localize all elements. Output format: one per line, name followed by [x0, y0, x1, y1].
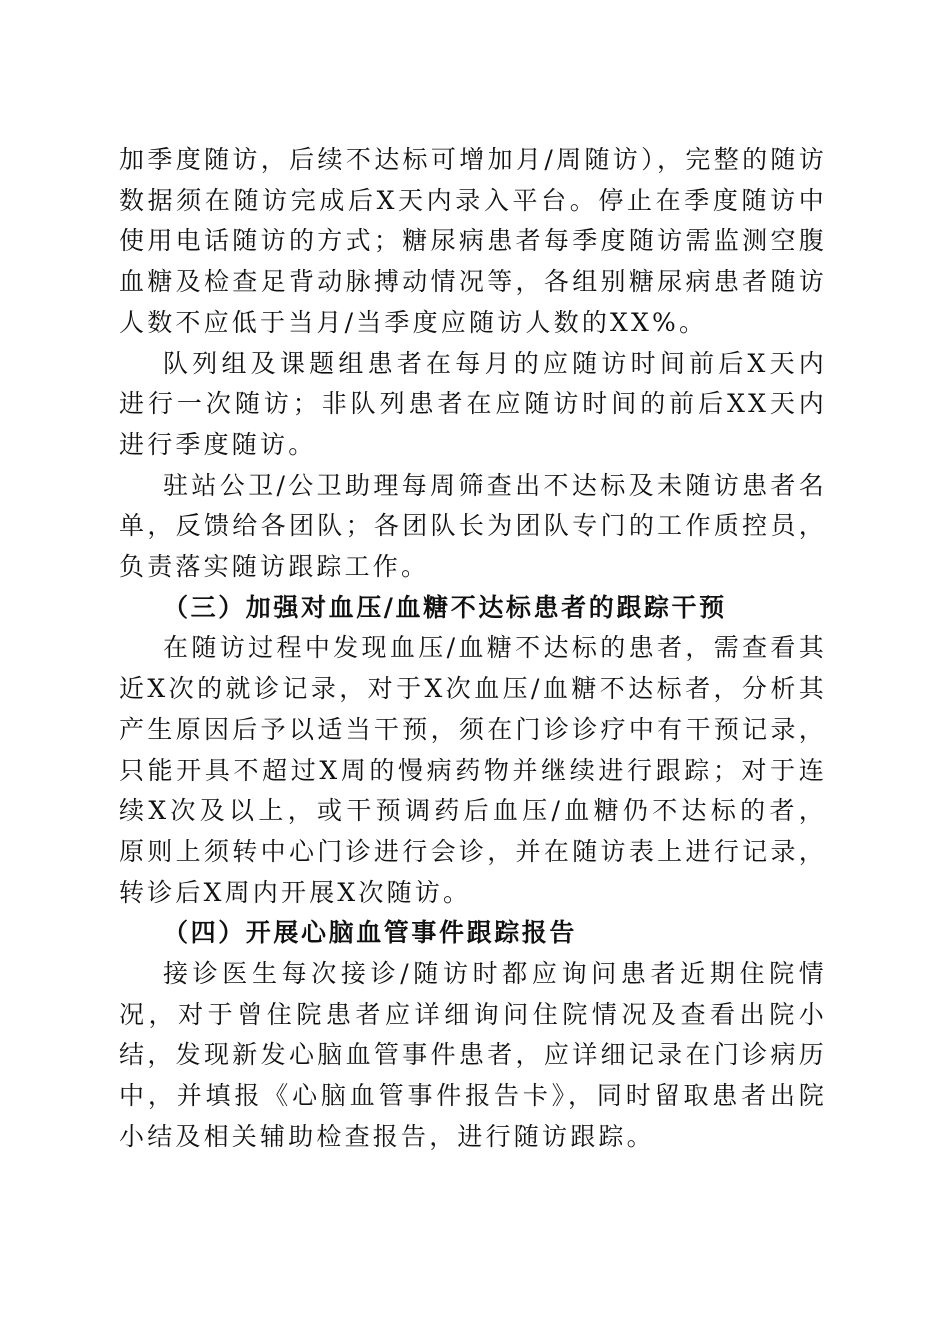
paragraph-5: 接诊医生每次接诊/随访时都应询问患者近期住院情况，对于曾住院患者应详细询问住院情况及查看出院小结，发现新发心脑血管事件患者，应详细记录在门诊病历中，并填报《心脑血管事件报告卡》，同时留取患者出院小结及相关辅助检查报告，进行随访跟踪。	[119, 959, 827, 1151]
paragraph-2: 队列组及课题组患者在每月的应随访时间前后X天内进行一次随访；非队列患者在应随访时间的前后XX天内进行季度随访。	[119, 348, 827, 459]
paragraph-4: 在随访过程中发现血压/血糖不达标的患者，需查看其近X次的就诊记录，对于X次血压/血糖不达标者，分析其产生原因后予以适当干预，须在门诊诊疗中有干预记录，只能开具不超过X周的慢病药物并继续进行跟踪；对于连续X次及以上，或干预调药后血压/血糖仍不达标的者，原则上须转中心门诊进行会诊，并在随访表上进行记录，转诊后X周内开展X次随访。	[119, 633, 827, 907]
section-heading-4: （四）开展心脑血管事件跟踪报告	[163, 918, 578, 948]
paragraph-3: 驻站公卫/公卫助理每周筛查出不达标及未随访患者名单，反馈给各团队；各团队长为团队专门的工作质控员，负责落实随访跟踪工作。	[119, 470, 827, 582]
paragraph-1: 加季度随访，后续不达标可增加月/周随访），完整的随访数据须在随访完成后X天内录入平台。停止在季度随访中使用电话随访的方式；糖尿病患者每季度随访需监测空腹血糖及检查足背动脉搏动情况等，各组别糖尿病患者随访人数不应低于当月/当季度应随访人数的XX%。	[119, 145, 827, 337]
document-body	[119, 140, 827, 1158]
section-heading-3: （三）加强对血压/血糖不达标患者的跟踪干预	[163, 592, 727, 622]
